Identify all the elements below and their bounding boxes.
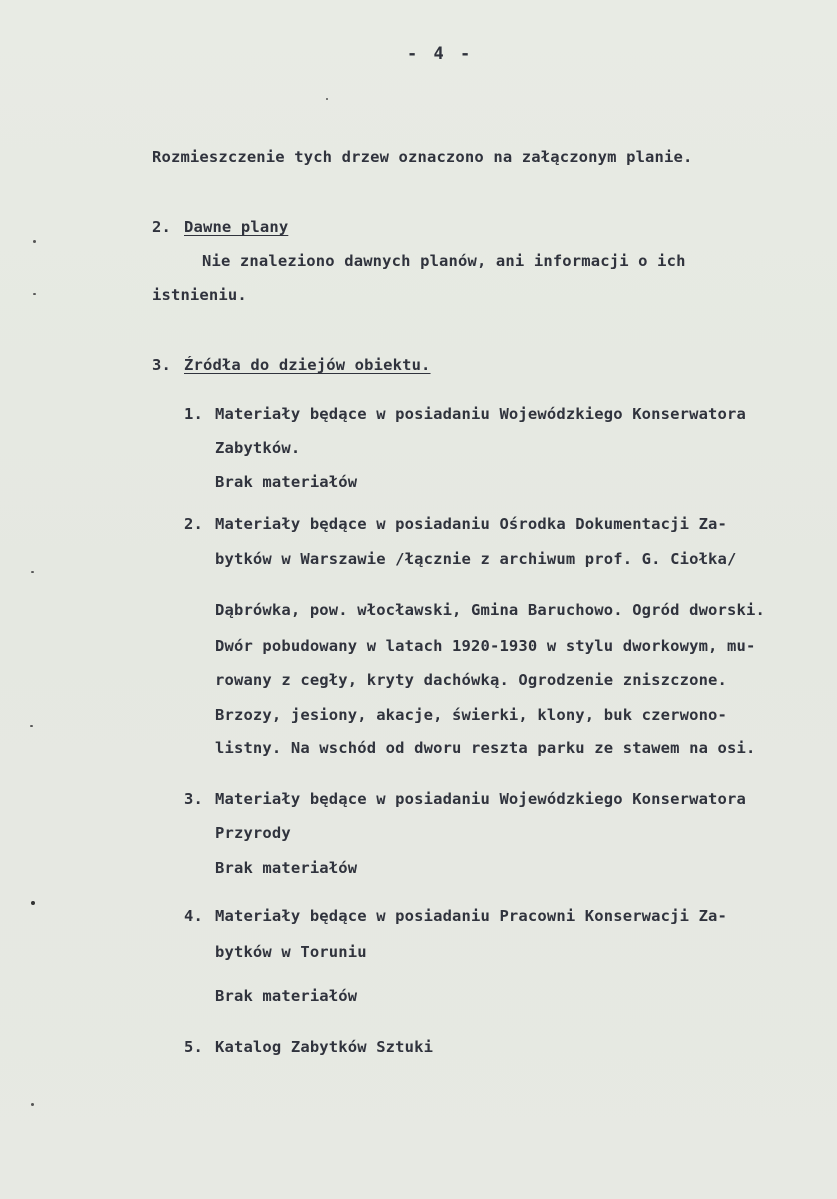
item-4-note: Brak materiałów — [215, 987, 358, 1005]
item-3-note: Brak materiałów — [215, 859, 358, 877]
section-2-line-2: istnieniu. — [152, 286, 247, 304]
scan-speck — [31, 901, 35, 905]
item-2-number: 2. — [184, 515, 203, 533]
scan-speck — [31, 571, 34, 573]
scan-speck — [33, 293, 36, 295]
item-4-line-1: Materiały będące w posiadaniu Pracowni Konserwacji Za- — [215, 907, 728, 925]
scan-speck — [33, 240, 36, 243]
section-2-number: 2. — [152, 218, 171, 236]
item-2-line-2: bytków w Warszawie /łącznie z archiwum prof. G. Ciołka/ — [215, 550, 737, 568]
item-3-line-2: Przyrody — [215, 824, 291, 842]
item-1-line-2: Zabytków. — [215, 439, 301, 457]
item-1-line-1: Materiały będące w posiadaniu Wojewódzkiego Konserwatora — [215, 405, 746, 423]
item-2-description-line: Dąbrówka, pow. włocławski, Gmina Baruchowo. Ogród dworski. — [215, 601, 765, 619]
item-4-number: 4. — [184, 907, 203, 925]
section-2-line-1: Nie znaleziono dawnych planów, ani informacji o ich — [202, 252, 686, 270]
item-4-line-2: bytków w Toruniu — [215, 943, 367, 961]
item-2-description-line: rowany z cegły, kryty dachówką. Ogrodzenie zniszczone. — [215, 671, 728, 689]
item-5-line-1: Katalog Zabytków Sztuki — [215, 1038, 434, 1056]
section-3-heading: Źródła do dziejów obiektu. — [184, 356, 431, 374]
item-3-number: 3. — [184, 790, 203, 808]
item-2-description-line: Brzozy, jesiony, akacje, świerki, klony, buk czerwono- — [215, 706, 728, 724]
section-3-number: 3. — [152, 356, 171, 374]
scan-speck — [30, 725, 33, 727]
section-2-heading: Dawne plany — [184, 218, 289, 236]
intro-text: Rozmieszczenie tych drzew oznaczono na załączonym planie. — [152, 148, 693, 166]
item-2-line-1: Materiały będące w posiadaniu Ośrodka Dokumentacji Za- — [215, 515, 728, 533]
item-1-number: 1. — [184, 405, 203, 423]
item-2-description-line: Dwór pobudowany w latach 1920-1930 w stylu dworkowym, mu- — [215, 637, 756, 655]
scan-speck — [326, 98, 328, 100]
page-number: - 4 - — [407, 44, 474, 64]
item-3-line-1: Materiały będące w posiadaniu Wojewódzkiego Konserwatora — [215, 790, 746, 808]
scan-speck — [31, 1103, 34, 1106]
item-5-number: 5. — [184, 1038, 203, 1056]
item-1-note: Brak materiałów — [215, 473, 358, 491]
item-2-description-line: listny. Na wschód od dworu reszta parku ze stawem na osi. — [215, 739, 756, 757]
